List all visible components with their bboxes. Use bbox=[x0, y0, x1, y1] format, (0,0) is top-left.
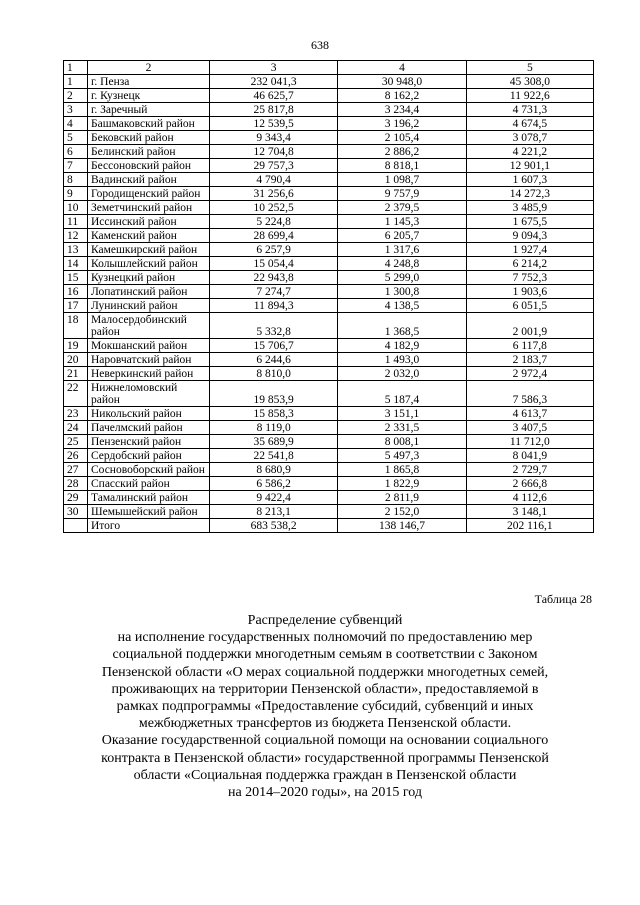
table-row bbox=[64, 187, 594, 201]
table-cell: 5 187,4 bbox=[338, 381, 466, 407]
table-cell: 24 bbox=[64, 421, 88, 435]
table-cell: 2 331,5 bbox=[338, 421, 466, 435]
table-cell: 10 bbox=[64, 201, 88, 215]
table-cell: 8 810,0 bbox=[210, 367, 338, 381]
table-cell: 28 bbox=[64, 477, 88, 491]
table-cell: 12 bbox=[64, 229, 88, 243]
table-cell: 12 539,5 bbox=[210, 117, 338, 131]
table-cell: Белинский район bbox=[88, 145, 210, 159]
table-cell: 2 811,9 bbox=[338, 491, 466, 505]
table-cell: 8 008,1 bbox=[338, 435, 466, 449]
heading-line: области «Социальная поддержка граждан в Пензенской области bbox=[133, 767, 517, 783]
table-cell: 18 bbox=[64, 313, 88, 339]
table-cell: 3 151,1 bbox=[338, 407, 466, 421]
table-cell: Пензенский район bbox=[88, 435, 210, 449]
table-row bbox=[64, 407, 594, 421]
table-row bbox=[64, 145, 594, 159]
table-row bbox=[64, 505, 594, 519]
table-cell: 6 244,6 bbox=[210, 353, 338, 367]
table-row bbox=[64, 421, 594, 435]
heading-line: социальной поддержки многодетным семьям в соответствии с Законом bbox=[112, 647, 538, 663]
table-cell: 1 927,4 bbox=[466, 243, 593, 257]
table-cell: 6 205,7 bbox=[338, 229, 466, 243]
table-cell: 28 699,4 bbox=[210, 229, 338, 243]
table-row bbox=[64, 243, 594, 257]
table-cell: 7 274,7 bbox=[210, 285, 338, 299]
table-cell: г. Заречный bbox=[88, 103, 210, 117]
table-cell: 7 586,3 bbox=[466, 381, 593, 407]
table-cell: 4 138,5 bbox=[338, 299, 466, 313]
table-cell: 13 bbox=[64, 243, 88, 257]
table-row bbox=[64, 381, 594, 407]
table-cell: Мокшанский район bbox=[88, 339, 210, 353]
table-cell: 12 704,8 bbox=[210, 145, 338, 159]
table-cell: 6 257,9 bbox=[210, 243, 338, 257]
table-cell: 2 032,0 bbox=[338, 367, 466, 381]
table-cell: 31 256,6 bbox=[210, 187, 338, 201]
table-cell: 27 bbox=[64, 463, 88, 477]
table-cell: 22 943,8 bbox=[210, 271, 338, 285]
heading-line: на 2014–2020 годы», на 2015 год bbox=[227, 785, 423, 801]
table-row bbox=[64, 215, 594, 229]
table-cell: 1 bbox=[64, 75, 88, 89]
table-cell: 17 bbox=[64, 299, 88, 313]
table-cell: 1 865,8 bbox=[338, 463, 466, 477]
table-cell: 2 379,5 bbox=[338, 201, 466, 215]
table-label: Таблица 28 bbox=[534, 592, 592, 606]
table-cell: 22 541,8 bbox=[210, 449, 338, 463]
table-cell: 4 790,4 bbox=[210, 173, 338, 187]
heading-line: на исполнение государственных полномочий по предоставлению мер bbox=[117, 630, 533, 646]
table-cell: 9 bbox=[64, 187, 88, 201]
table-cell: 3 196,2 bbox=[338, 117, 466, 131]
table-cell: 30 948,0 bbox=[338, 75, 466, 89]
table-cell: 3 234,4 bbox=[338, 103, 466, 117]
table-cell: Тамалинский район bbox=[88, 491, 210, 505]
table-cell: 4 613,7 bbox=[466, 407, 593, 421]
table-cell: 2 bbox=[64, 89, 88, 103]
table-cell: 29 757,3 bbox=[210, 159, 338, 173]
table-cell: 8 041,9 bbox=[466, 449, 593, 463]
table-cell: 3 485,9 bbox=[466, 201, 593, 215]
heading-line: проживающих на территории Пензенской области», предоставляемой в bbox=[111, 681, 539, 697]
table-row bbox=[64, 463, 594, 477]
table-row bbox=[64, 449, 594, 463]
table-cell: 9 422,4 bbox=[210, 491, 338, 505]
table-cell: 2 729,7 bbox=[466, 463, 593, 477]
table-cell: 15 706,7 bbox=[210, 339, 338, 353]
table-row bbox=[64, 491, 594, 505]
table-cell: Каменский район bbox=[88, 229, 210, 243]
table-cell: Лопатинский район bbox=[88, 285, 210, 299]
table-row bbox=[64, 477, 594, 491]
table-cell bbox=[64, 519, 88, 533]
table-cell: 10 252,5 bbox=[210, 201, 338, 215]
table-row bbox=[64, 229, 594, 243]
table-cell: 232 041,3 bbox=[210, 75, 338, 89]
table-cell: Бековский район bbox=[88, 131, 210, 145]
table-cell: 8 213,1 bbox=[210, 505, 338, 519]
table-cell: 4 221,2 bbox=[466, 145, 593, 159]
table-cell: 15 858,3 bbox=[210, 407, 338, 421]
table-total-row bbox=[64, 519, 594, 533]
table-row bbox=[64, 257, 594, 271]
heading-line: контракта в Пензенской области» государственной программы Пензенской bbox=[101, 750, 549, 766]
header-cell: 1 bbox=[64, 61, 88, 75]
table-cell: 8 bbox=[64, 173, 88, 187]
table-cell: 46 625,7 bbox=[210, 89, 338, 103]
table-cell: 8 162,2 bbox=[338, 89, 466, 103]
table-cell: Сердобский район bbox=[88, 449, 210, 463]
table-cell: 11 bbox=[64, 215, 88, 229]
table-cell: Бессоновский район bbox=[88, 159, 210, 173]
table-cell: 1 145,3 bbox=[338, 215, 466, 229]
table-cell: 5 497,3 bbox=[338, 449, 466, 463]
table-row bbox=[64, 131, 594, 145]
table-cell: 6 117,8 bbox=[466, 339, 593, 353]
table-cell: 22 bbox=[64, 381, 88, 407]
table-cell: 2 152,0 bbox=[338, 505, 466, 519]
table-row bbox=[64, 353, 594, 367]
table-cell: 30 bbox=[64, 505, 88, 519]
header-cell: 2 bbox=[88, 61, 210, 75]
table-header-row bbox=[64, 61, 594, 75]
table-cell: 16 bbox=[64, 285, 88, 299]
table-cell: 7 752,3 bbox=[466, 271, 593, 285]
table-cell: 6 214,2 bbox=[466, 257, 593, 271]
table-cell: 35 689,9 bbox=[210, 435, 338, 449]
table-cell: 11 922,6 bbox=[466, 89, 593, 103]
table-cell: 1 368,5 bbox=[338, 313, 466, 339]
table-cell: 2 972,4 bbox=[466, 367, 593, 381]
table-cell: 2 886,2 bbox=[338, 145, 466, 159]
subvention-table bbox=[63, 60, 594, 533]
table-cell: Шемышейский район bbox=[88, 505, 210, 519]
table-cell: Сосновоборский район bbox=[88, 463, 210, 477]
table-row bbox=[64, 201, 594, 215]
table-cell: 1 317,6 bbox=[338, 243, 466, 257]
table-cell: 3 bbox=[64, 103, 88, 117]
table-row bbox=[64, 367, 594, 381]
heading-line: рамках подпрограммы «Предоставление субсидий, субвенций и иных bbox=[116, 699, 534, 715]
table-cell: 138 146,7 bbox=[338, 519, 466, 533]
table-cell: 4 112,6 bbox=[466, 491, 593, 505]
table-cell: 11 712,0 bbox=[466, 435, 593, 449]
table-cell: 25 bbox=[64, 435, 88, 449]
table-cell: 6 bbox=[64, 145, 88, 159]
heading-line: Оказание государственной социальной помощи на основании социального bbox=[101, 733, 549, 749]
table-cell: 202 116,1 bbox=[466, 519, 593, 533]
table-cell: 9 094,3 bbox=[466, 229, 593, 243]
table-cell: Никольский район bbox=[88, 407, 210, 421]
table-cell: Нижнеломовский район bbox=[88, 381, 210, 407]
heading-line: Пензенской области «О мерах социальной поддержки многодетных семей, bbox=[101, 664, 549, 680]
table-row bbox=[64, 89, 594, 103]
table-cell: 1 607,3 bbox=[466, 173, 593, 187]
table-cell: 1 903,6 bbox=[466, 285, 593, 299]
table-cell: 45 308,0 bbox=[466, 75, 593, 89]
table-cell: 8 119,0 bbox=[210, 421, 338, 435]
heading-line: межбюджетных трансфертов из бюджета Пензенской области. bbox=[138, 716, 512, 732]
table-cell: Башмаковский район bbox=[88, 117, 210, 131]
table-cell: 15 054,4 bbox=[210, 257, 338, 271]
table-cell: Спасский район bbox=[88, 477, 210, 491]
table-row bbox=[64, 285, 594, 299]
table-cell: 11 894,3 bbox=[210, 299, 338, 313]
table-cell: Городищенский район bbox=[88, 187, 210, 201]
table-cell: 14 272,3 bbox=[466, 187, 593, 201]
table-cell: Неверкинский район bbox=[88, 367, 210, 381]
table-cell: г. Пенза bbox=[88, 75, 210, 89]
table-row bbox=[64, 159, 594, 173]
table-row bbox=[64, 435, 594, 449]
table-row bbox=[64, 271, 594, 285]
table-cell: 26 bbox=[64, 449, 88, 463]
table-cell: 1 300,8 bbox=[338, 285, 466, 299]
table-cell: Земетчинский район bbox=[88, 201, 210, 215]
table-cell: 4 182,9 bbox=[338, 339, 466, 353]
table-cell: Малосердобинский район bbox=[88, 313, 210, 339]
table-cell: 3 148,1 bbox=[466, 505, 593, 519]
table-cell: 5 299,0 bbox=[338, 271, 466, 285]
table-cell: 5 bbox=[64, 131, 88, 145]
table-cell: 15 bbox=[64, 271, 88, 285]
table-cell: 21 bbox=[64, 367, 88, 381]
table-cell: 1 098,7 bbox=[338, 173, 466, 187]
table-row bbox=[64, 75, 594, 89]
table-cell: 20 bbox=[64, 353, 88, 367]
table-row bbox=[64, 313, 594, 339]
table-cell: 3 407,5 bbox=[466, 421, 593, 435]
table-cell: 8 818,1 bbox=[338, 159, 466, 173]
table-cell: 4 731,3 bbox=[466, 103, 593, 117]
heading-line: Распределение субвенций bbox=[247, 613, 403, 628]
table-cell: 23 bbox=[64, 407, 88, 421]
table-cell: Колышлейский район bbox=[88, 257, 210, 271]
table-cell: 6 586,2 bbox=[210, 477, 338, 491]
table-cell: 14 bbox=[64, 257, 88, 271]
table-cell: 7 bbox=[64, 159, 88, 173]
header-cell: 3 bbox=[210, 61, 338, 75]
table-cell: Пачелмский район bbox=[88, 421, 210, 435]
table-cell: г. Кузнецк bbox=[88, 89, 210, 103]
table-row bbox=[64, 299, 594, 313]
table-cell: 8 680,9 bbox=[210, 463, 338, 477]
table-cell: Кузнецкий район bbox=[88, 271, 210, 285]
table-cell: Вадинский район bbox=[88, 173, 210, 187]
table-cell: 5 332,8 bbox=[210, 313, 338, 339]
table-cell: 2 001,9 bbox=[466, 313, 593, 339]
table-cell: 1 493,0 bbox=[338, 353, 466, 367]
table-cell: Камешкирский район bbox=[88, 243, 210, 257]
table-cell: 4 bbox=[64, 117, 88, 131]
table-cell: 19 bbox=[64, 339, 88, 353]
table-cell: 29 bbox=[64, 491, 88, 505]
section-heading bbox=[60, 612, 590, 801]
table-cell: 12 901,1 bbox=[466, 159, 593, 173]
table-cell: 19 853,9 bbox=[210, 381, 338, 407]
page-number: 638 bbox=[311, 38, 329, 52]
header-cell: 4 bbox=[338, 61, 466, 75]
table-cell: 6 051,5 bbox=[466, 299, 593, 313]
table-cell: 5 224,8 bbox=[210, 215, 338, 229]
table-cell: Иссинский район bbox=[88, 215, 210, 229]
table-cell: 1 675,5 bbox=[466, 215, 593, 229]
table-cell: 2 105,4 bbox=[338, 131, 466, 145]
table-cell: 4 674,5 bbox=[466, 117, 593, 131]
table-cell: 2 666,8 bbox=[466, 477, 593, 491]
table-cell: 25 817,8 bbox=[210, 103, 338, 117]
table-cell: 9 757,9 bbox=[338, 187, 466, 201]
header-cell: 5 bbox=[466, 61, 593, 75]
table-row bbox=[64, 103, 594, 117]
table-cell: 9 343,4 bbox=[210, 131, 338, 145]
table-cell: Итого bbox=[88, 519, 210, 533]
table-cell: Наровчатский район bbox=[88, 353, 210, 367]
table-cell: 2 183,7 bbox=[466, 353, 593, 367]
table-cell: 683 538,2 bbox=[210, 519, 338, 533]
table-cell: 1 822,9 bbox=[338, 477, 466, 491]
table-cell: 4 248,8 bbox=[338, 257, 466, 271]
table-row bbox=[64, 117, 594, 131]
table-cell: Лунинский район bbox=[88, 299, 210, 313]
table-row bbox=[64, 173, 594, 187]
table-row bbox=[64, 339, 594, 353]
table-cell: 3 078,7 bbox=[466, 131, 593, 145]
